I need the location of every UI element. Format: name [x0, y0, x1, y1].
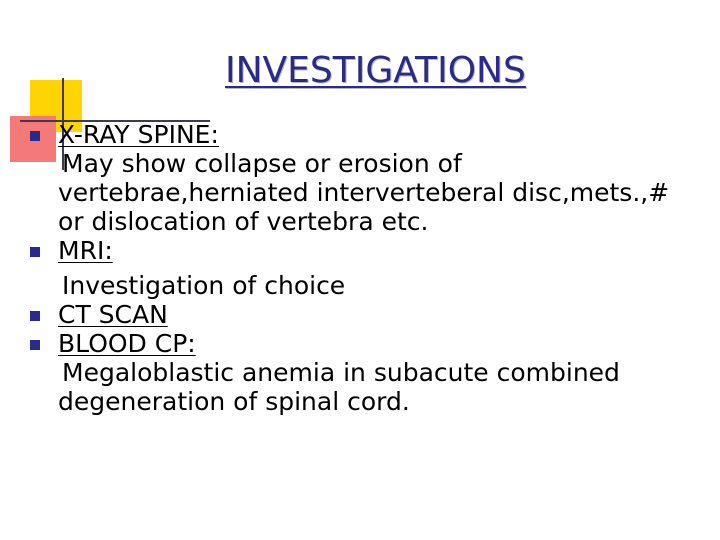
item-heading: X-RAY SPINE: — [58, 120, 219, 149]
list-item-ct-scan — [30, 300, 690, 329]
item-body: Megaloblastic anemia in subacute combined degeneration of spinal cord. — [58, 358, 620, 416]
slide-title: INVESTIGATIONS — [225, 50, 526, 91]
item-heading: CT SCAN — [58, 300, 168, 329]
item-body: May show collapse or erosion of vertebrae,herniated interverteberal disc,mets.,# or dislocation of vertebra etc. — [58, 149, 670, 236]
square-bullet-icon — [30, 340, 40, 350]
square-bullet-icon — [30, 311, 40, 321]
list-item-mri — [30, 236, 690, 300]
bullet-list — [30, 120, 690, 416]
item-heading: MRI: — [58, 236, 113, 265]
list-item-xray — [30, 120, 690, 236]
square-bullet-icon — [30, 131, 40, 141]
item-body: Investigation of choice — [62, 271, 346, 300]
square-bullet-icon — [30, 247, 40, 257]
item-heading: BLOOD CP: — [58, 329, 196, 358]
list-item-blood-cp — [30, 329, 690, 416]
